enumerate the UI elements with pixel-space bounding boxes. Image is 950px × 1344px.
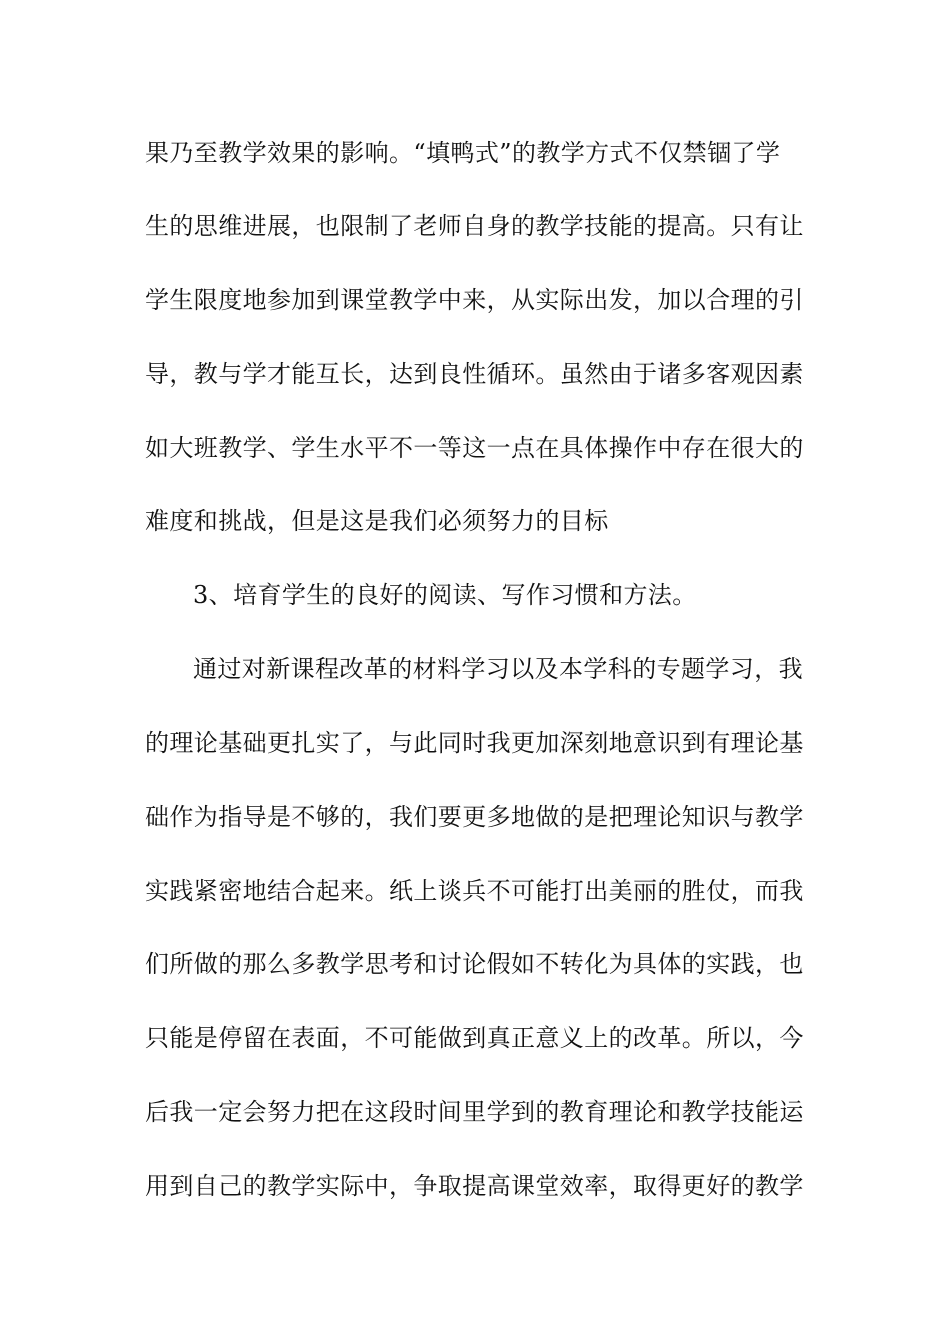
text-line: 生的思维进展，也限制了老师自身的教学技能的提高。只有让 [145, 212, 804, 240]
text-line: 导，教与学才能互长，达到良性循环。虽然由于诸多客观因素 [145, 360, 804, 388]
text-line: 只能是停留在表面，不可能做到真正意义上的改革。所以，今 [145, 1024, 804, 1052]
paragraph-start-line: 通过对新课程改革的材料学习以及本学科的专题学习，我 [193, 655, 803, 683]
text-line: 们所做的那么多教学思考和讨论假如不转化为具体的实践，也 [145, 950, 804, 978]
text-line: 后我一定会努力把在这段时间里学到的教育理论和教学技能运 [145, 1098, 804, 1126]
text-line: 学生限度地参加到课堂教学中来，从实际出发，加以合理的引 [145, 286, 804, 314]
text-line: 础作为指导是不够的，我们要更多地做的是把理论知识与教学 [145, 803, 804, 831]
section-heading: 3、培育学生的良好的阅读、写作习惯和方法。 [193, 581, 697, 609]
text-line: 实践紧密地结合起来。纸上谈兵不可能打出美丽的胜仗，而我 [145, 877, 804, 905]
text-line: 难度和挑战，但是这是我们必须努力的目标 [145, 507, 609, 535]
text-line: 如大班教学、学生水平不一等这一点在具体操作中存在很大的 [145, 434, 804, 462]
text-line: 的理论基础更扎实了，与此同时我更加深刻地意识到有理论基 [145, 729, 804, 757]
text-line: 果乃至教学效果的影响。“填鸭式”的教学方式不仅禁锢了学 [145, 139, 781, 167]
text-line: 用到自己的教学实际中，争取提高课堂效率，取得更好的教学 [145, 1172, 804, 1200]
